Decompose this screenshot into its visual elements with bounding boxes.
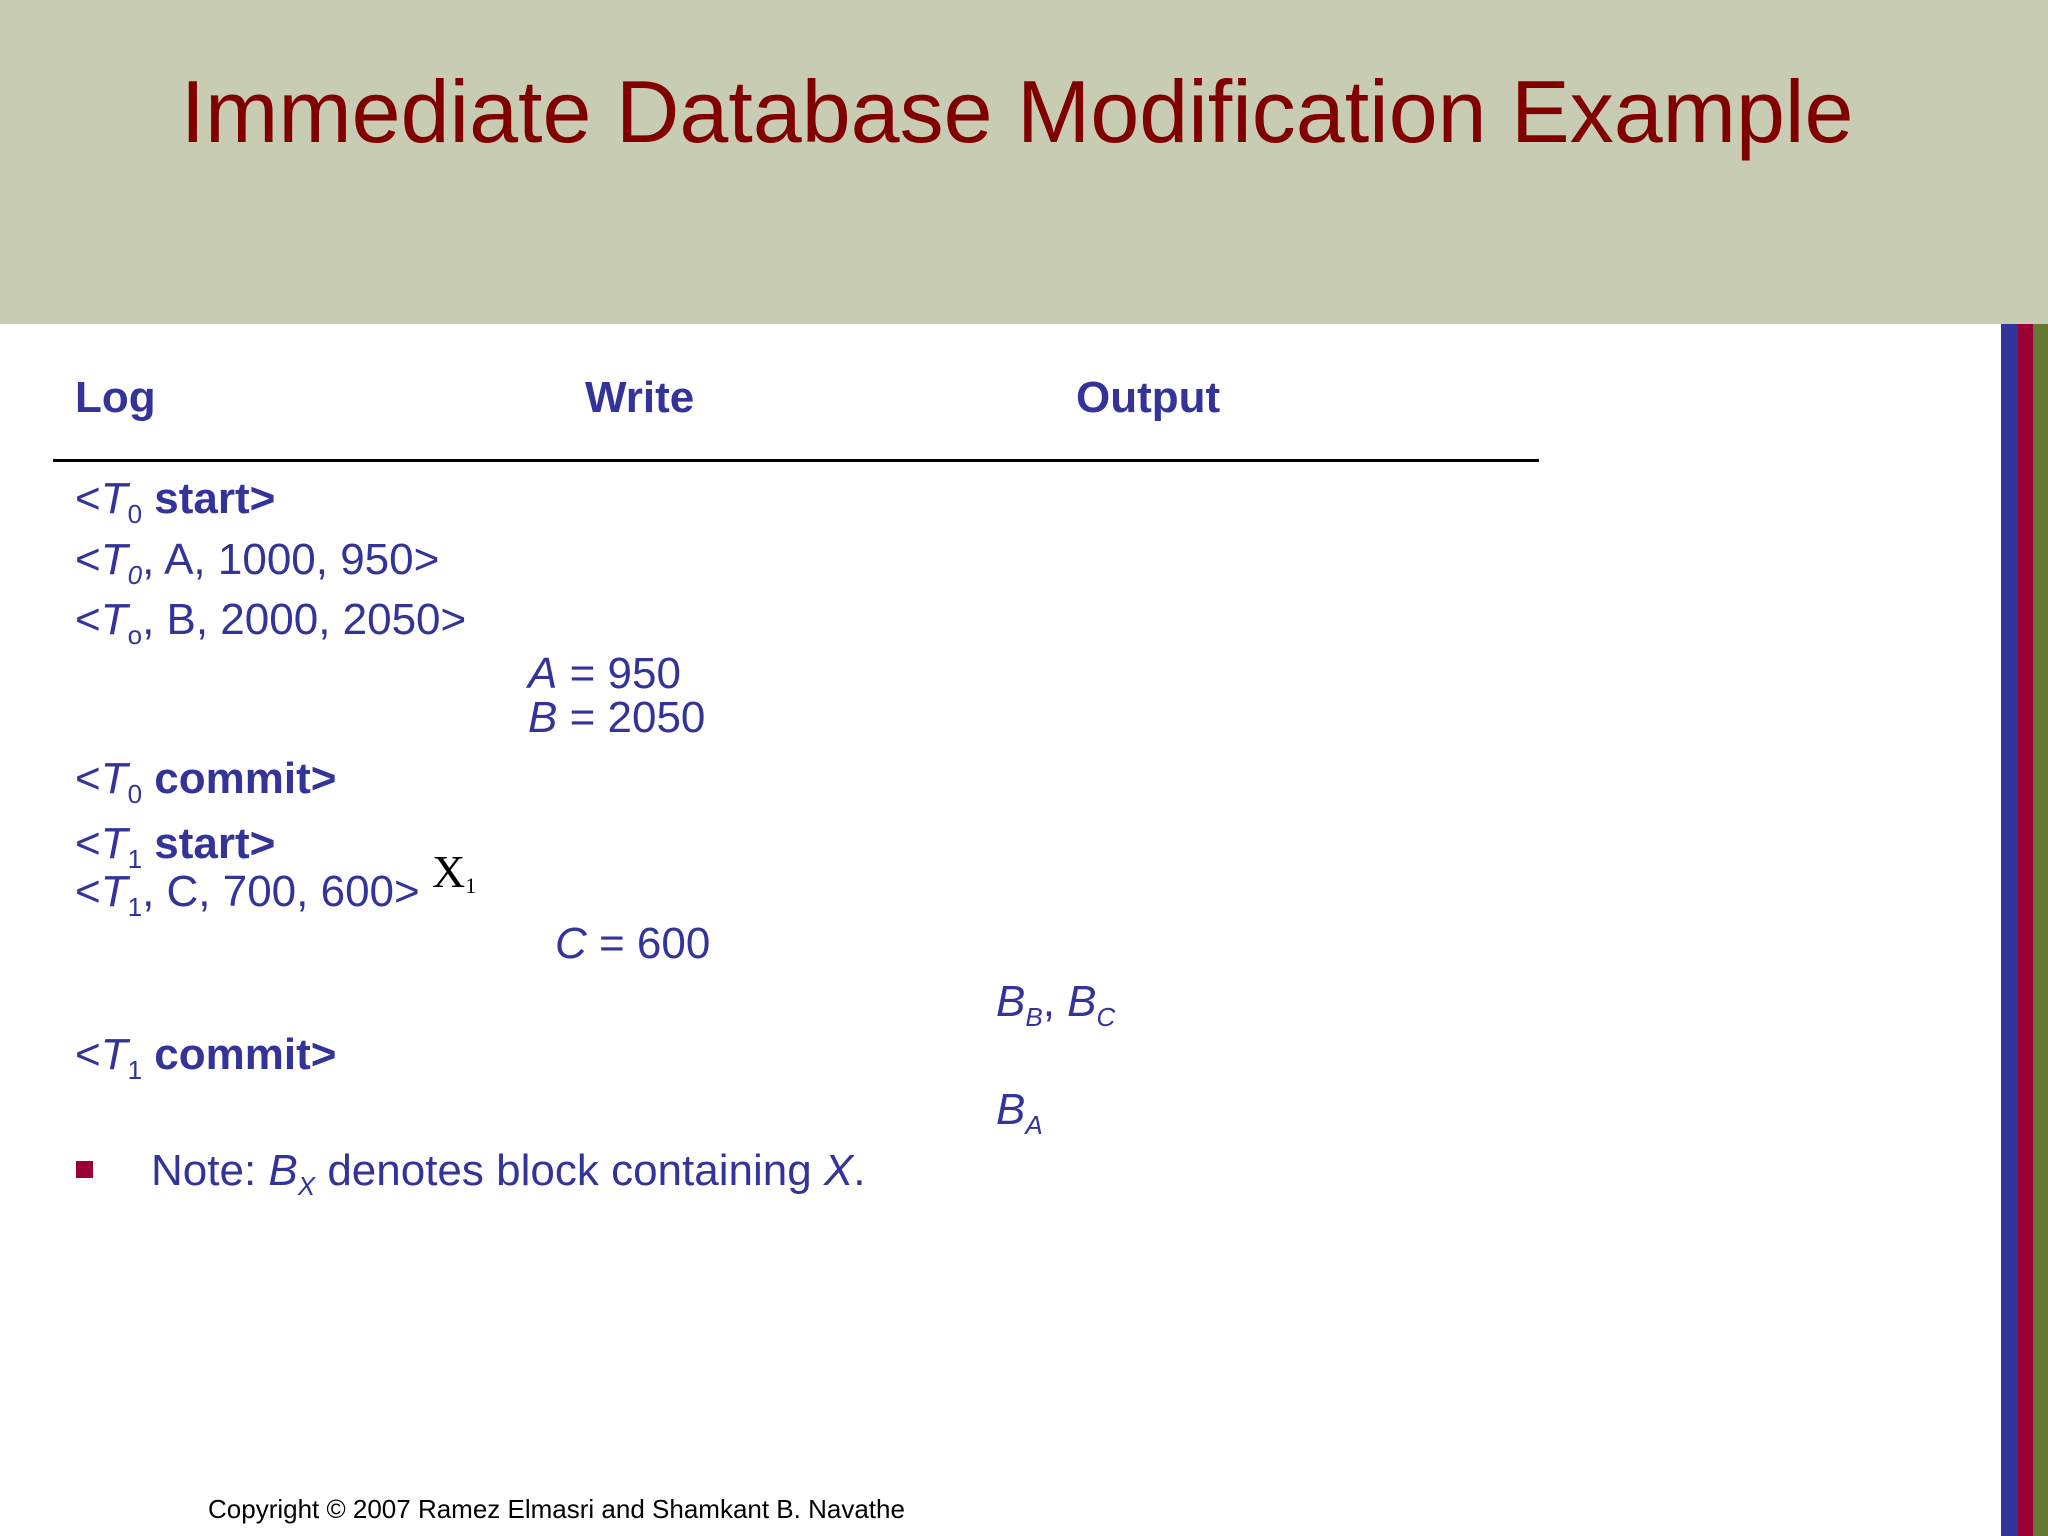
slide-title: Immediate Database Modification Example xyxy=(180,62,1854,161)
square-bullet-icon xyxy=(76,1161,93,1178)
title-band xyxy=(0,0,2048,324)
decorative-stripe-blue xyxy=(2001,324,2018,1536)
log-t1-start: $<T_1$ start> xyxy=(75,819,276,874)
column-header-output: Output xyxy=(1076,373,1221,422)
crash-point-marker: $X_1$ xyxy=(432,846,477,898)
log-t1-commit: $<T_1$ commit> xyxy=(75,1030,337,1085)
copyright-footer: Copyright © 2007 Ramez Elmasri and Shamkant B. Navathe xyxy=(208,1494,905,1524)
log-t0-write-a: $<T_0$, A, 1000, 950> xyxy=(75,535,440,590)
write-b: B = 2050 xyxy=(528,693,706,742)
header-divider xyxy=(53,459,1539,462)
column-header-log: Log xyxy=(75,373,156,422)
write-a: A = 950 xyxy=(528,649,681,698)
log-t0-write-b: $<T_o$, B, 2000, 2050> xyxy=(75,595,467,650)
column-header-write: Write xyxy=(585,373,695,422)
log-t0-start: $<T_0$ start> xyxy=(75,474,276,529)
write-c: C = 600 xyxy=(555,919,711,968)
log-t0-commit: $<T_0$ commit> xyxy=(75,754,337,809)
output-ba: $B_A$ xyxy=(996,1085,1043,1140)
decorative-stripe-red xyxy=(2018,324,2033,1536)
decorative-stripe-olive xyxy=(2033,324,2048,1536)
note-text: Note: $B_X$ denotes block containing X. xyxy=(151,1146,866,1201)
log-t1-write-c: $<T_1$, C, 700, 600> xyxy=(75,867,420,922)
output-bb-bc: $B_B$, $B_C$ xyxy=(996,977,1116,1032)
